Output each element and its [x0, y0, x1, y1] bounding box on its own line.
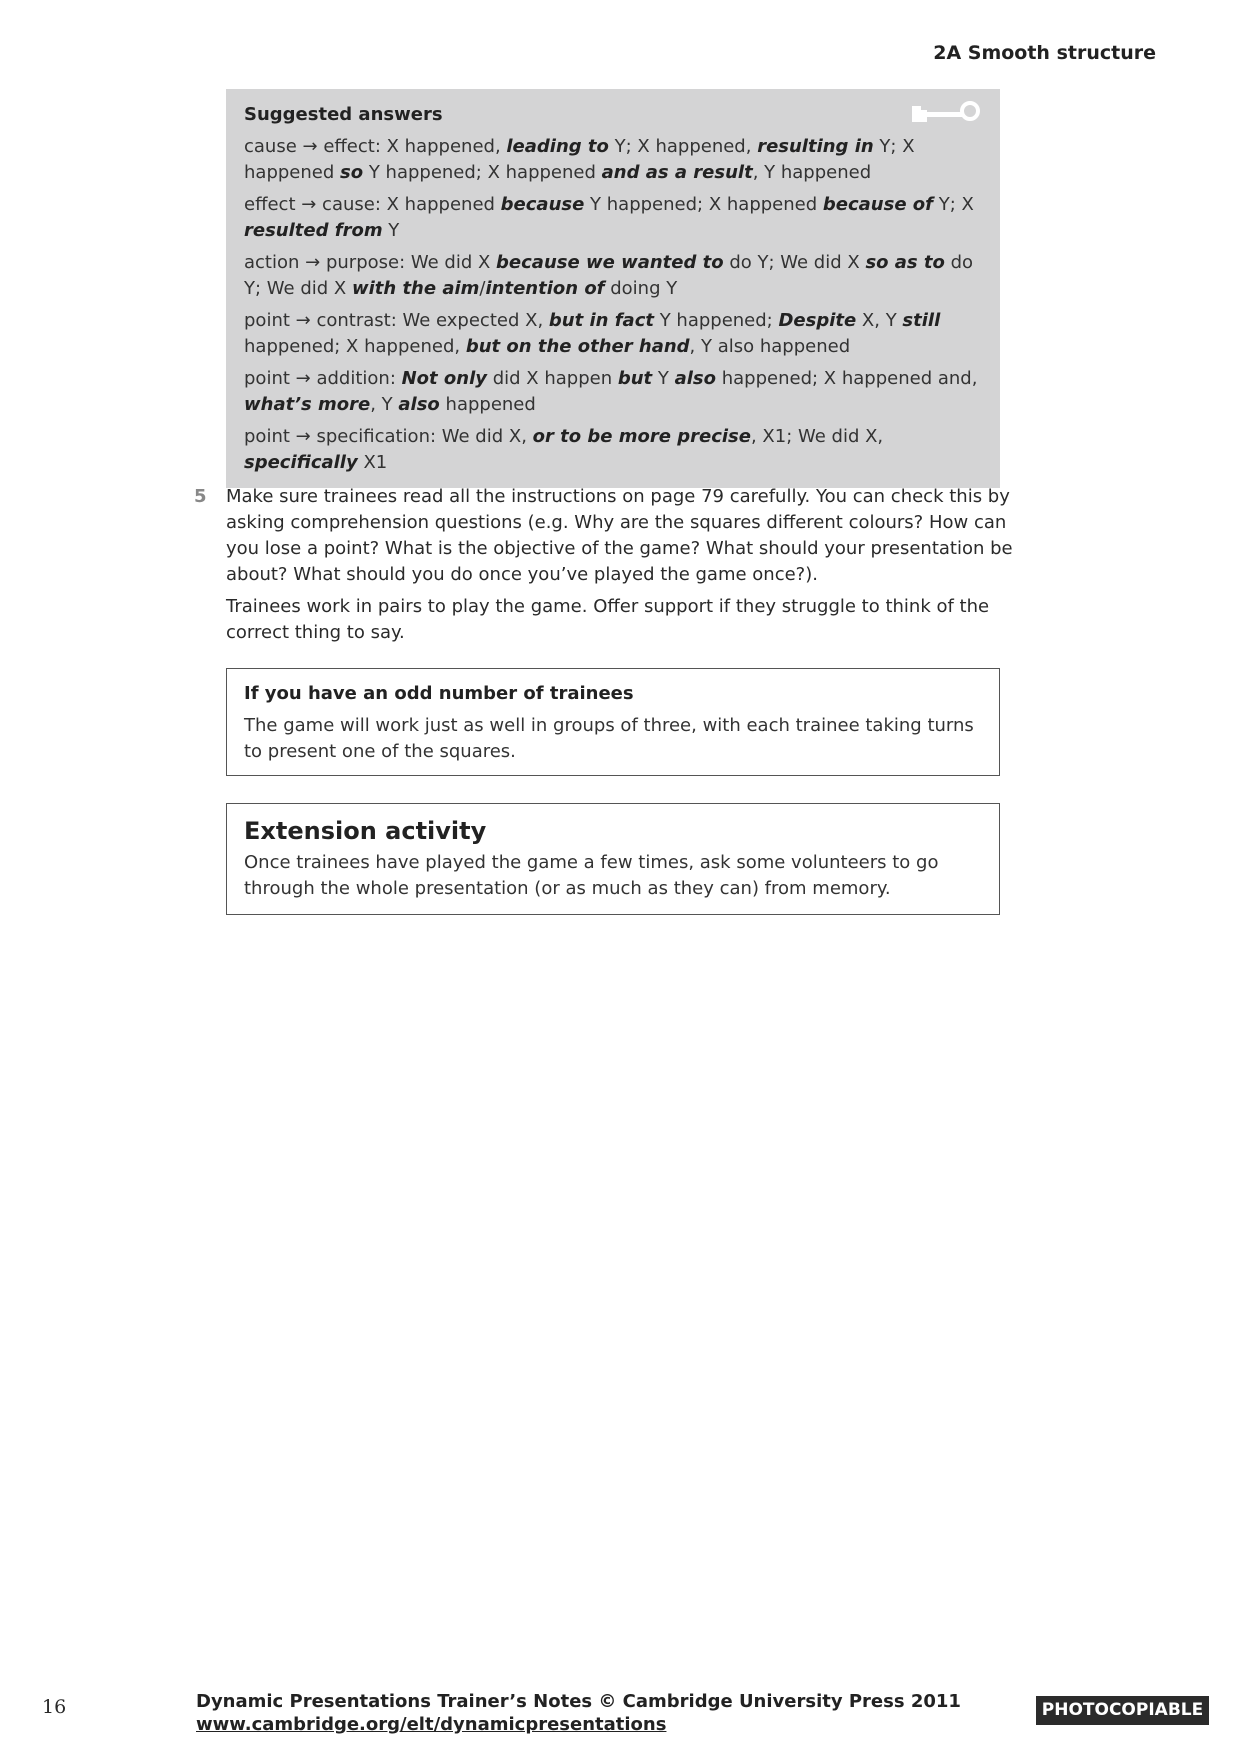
answer-phrase: resulted from: [244, 220, 383, 241]
answer-row: [244, 192, 982, 244]
answer-phrase: what’s more: [244, 394, 371, 415]
answer-phrase: resulting in: [757, 136, 874, 157]
answer-text: specification: We did X,: [310, 426, 533, 447]
answer-phrase: Despite: [778, 310, 857, 331]
answer-text: contrast: We expected X,: [310, 310, 549, 331]
answer-text: effect: [244, 194, 302, 215]
odd-number-tip-box: [226, 668, 1000, 776]
answer-text: do Y; We did X: [244, 252, 974, 299]
answer-text: →: [295, 426, 311, 447]
step-instructions: Make sure trainees read all the instructions on page 79 carefully. You can check this by asking comprehension questions (e.g. Why are the squares different colours? How can you lose a point? What is the objective of the game? What should your presentation be about? What should you do once you’ve played the game once?).: [226, 486, 1013, 585]
answer-phrase: intention of: [485, 278, 605, 299]
step-number: 5: [194, 486, 207, 507]
answer-text: X1: [357, 452, 388, 473]
footer-link[interactable]: www.cambridge.org/elt/dynamicpresentations: [196, 1714, 667, 1735]
answer-phrase: or to be more precise: [532, 426, 751, 447]
answer-phrase: also: [398, 394, 440, 415]
suggested-answers-title: Suggested answers: [244, 104, 443, 125]
answer-text: effect: X happened,: [317, 136, 507, 157]
answer-text: Y: [652, 368, 675, 389]
answer-list: [244, 134, 982, 476]
answer-text: point: [244, 368, 296, 389]
answer-phrase: so as to: [865, 252, 945, 273]
answer-row: [244, 134, 982, 186]
answer-text: addition:: [310, 368, 402, 389]
answer-text: , Y happened: [752, 162, 872, 183]
answer-phrase: leading to: [506, 136, 609, 157]
answer-phrase: and as a result: [601, 162, 753, 183]
extension-activity-box: [226, 803, 1000, 915]
odd-number-tip-title: If you have an odd number of trainees: [244, 683, 634, 704]
answer-text: happened; X happened,: [244, 336, 466, 357]
answer-phrase: specifically: [244, 452, 358, 473]
footer-copyright: Dynamic Presentations Trainer’s Notes © Cambridge University Press 2011: [196, 1691, 961, 1712]
answer-text: →: [305, 252, 321, 273]
answer-phrase: Not only: [401, 368, 487, 389]
answer-row: [244, 250, 982, 302]
answer-phrase: with the aim: [351, 278, 480, 299]
answer-text: →: [302, 136, 318, 157]
page-number: 16: [42, 1696, 67, 1718]
step-pairs-note: Trainees work in pairs to play the game. Offer support if they struggle to think of the correct thing to say.: [226, 596, 990, 643]
answer-text: happened; X happened and,: [716, 368, 978, 389]
odd-number-tip-text: The game will work just as well in groups of three, with each trainee taking turns to present one of the squares.: [244, 715, 974, 762]
answer-text: Y happened; X happened: [363, 162, 602, 183]
answer-phrase: but in fact: [548, 310, 654, 331]
photocopiable-badge: PHOTOCOPIABLE: [1036, 1696, 1209, 1725]
answer-row: [244, 308, 982, 360]
answer-text: X, Y: [856, 310, 903, 331]
answer-text: happened: [439, 394, 536, 415]
answer-row: [244, 424, 982, 476]
answer-text: cause: X happened: [316, 194, 501, 215]
answer-text: Y: [382, 220, 400, 241]
answer-text: do Y; We did X: [723, 252, 866, 273]
answer-text: doing Y: [604, 278, 678, 299]
answer-text: did X happen: [487, 368, 618, 389]
answer-phrase: but on the other hand: [465, 336, 690, 357]
answer-text: cause: [244, 136, 303, 157]
key-icon: [910, 98, 982, 132]
answer-text: Y; X happened: [244, 136, 915, 183]
answer-phrase: because: [500, 194, 585, 215]
answer-text: purpose: We did X: [320, 252, 497, 273]
answer-text: Y happened;: [653, 310, 779, 331]
section-title: 2A Smooth structure: [933, 42, 1156, 64]
answer-phrase: so: [340, 162, 364, 183]
suggested-answers-box: [226, 89, 1000, 488]
step-5: [194, 484, 1014, 652]
answer-row: [244, 366, 982, 418]
footer-credit: [196, 1690, 961, 1736]
answer-phrase: still: [902, 310, 941, 331]
extension-activity-title: Extension activity: [244, 817, 487, 845]
answer-text: , Y also happened: [689, 336, 851, 357]
extension-activity-text: Once trainees have played the game a few times, ask some volunteers to go through the whole presentation (or as much as they can) from memory.: [244, 852, 939, 899]
answer-text: →: [301, 194, 317, 215]
answer-phrase: because of: [822, 194, 933, 215]
answer-text: , X1; We did X,: [750, 426, 884, 447]
answer-phrase: because we wanted to: [496, 252, 724, 273]
answer-text: action: [244, 252, 306, 273]
answer-text: point: [244, 310, 296, 331]
answer-text: /: [479, 278, 486, 299]
answer-text: →: [295, 368, 311, 389]
answer-text: →: [295, 310, 311, 331]
answer-text: , Y: [370, 394, 399, 415]
answer-text: Y; X: [932, 194, 974, 215]
answer-text: Y; X happened,: [608, 136, 758, 157]
answer-phrase: also: [674, 368, 717, 389]
answer-text: Y happened; X happened: [584, 194, 823, 215]
answer-phrase: but: [617, 368, 653, 389]
answer-text: point: [244, 426, 296, 447]
